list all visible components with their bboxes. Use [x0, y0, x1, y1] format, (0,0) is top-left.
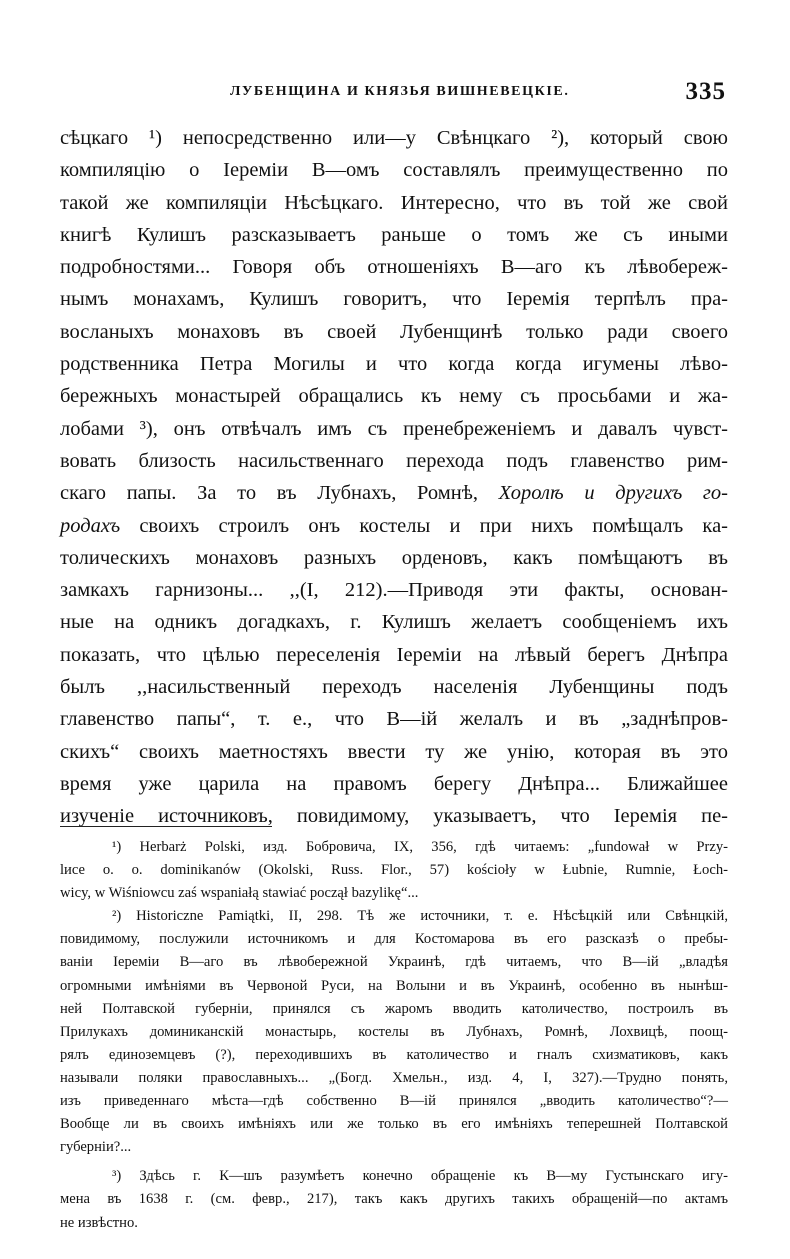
footnote-3-line: не извѣстно.	[60, 1214, 138, 1231]
footnote-divider	[60, 826, 272, 827]
italic-phrase: Хоролѣ и другихъ го-	[498, 482, 728, 505]
page-number: 335	[685, 78, 726, 105]
text-line: скихъ“ своихъ маетностяхъ ввести ту же унію, которая въ это	[60, 740, 728, 763]
text-line: такой же компиляціи Нѣсѣцкаго. Интересно, что въ той же свой	[60, 191, 728, 214]
text-line-with-italic	[60, 510, 728, 542]
text-line: время уже царила на правомъ берегу Днѣпра... Ближайшее	[60, 772, 728, 795]
footnote-3-line: мена въ 1638 г. (см. февр., 217), такъ какъ другихъ такихъ обращеній—по актамъ	[60, 1191, 728, 1208]
footnote-2-line: огромными имѣніями въ Червоной Руси, на Волыни и въ Украинѣ, особенно въ нынѣш-	[60, 977, 728, 994]
text-line: сѣцкаго ¹) непосредственно или—у Свѣнцкаго ²), который свою	[60, 127, 728, 149]
text-line: главенство папы“, т. е., что В—ій желалъ и въ „заднѣпров-	[60, 708, 728, 731]
text-line: вовать близость насильственнаго перехода подъ главенство рим-	[60, 449, 728, 472]
footnote-2-line: ²) Historiczne Pamiątki, II, 298. Тѣ же источники, т. е. Нѣсѣцкій или Свѣнцкій,	[112, 908, 728, 925]
footnote-1-line: ¹) Herbarż Polski, изд. Бобровича, IX, 356, гдѣ читаемъ: „fundował w Przy-	[112, 839, 728, 855]
text-line: нымъ монахамъ, Кулишъ говоритъ, что Іеремія терпѣлъ пра-	[60, 288, 728, 311]
page-header	[60, 78, 728, 110]
footnote-2-line: ней Полтавской губерніи, принялся съ жаромъ вводить католичество, построилъ въ	[60, 1000, 728, 1017]
text-line: лобами ³), онъ отвѣчалъ имъ съ пренебреженіемъ и давалъ чувст-	[60, 417, 728, 440]
text-line: восланыхъ монаховъ въ своей Лубенщинѣ только ради своего	[60, 320, 728, 343]
text-line: изученіе источниковъ, повидимому, указываетъ, что Іеремія пе-	[60, 805, 728, 828]
footnote-2-line: губерніи?...	[60, 1139, 132, 1156]
footnote-2-line: Вообще ли въ своихъ имѣніяхъ или же только въ его имѣніяхъ теперешней Полтавской	[60, 1116, 728, 1133]
footnote-1-line: lисе o. o. dominikanów (Okolski, Russ. Flor., 57) kościoły w Łubnie, Rumnie, Łoch-	[60, 862, 728, 879]
text-line: былъ ,,насильственный переходъ населенія Лубенщины подъ	[60, 676, 728, 699]
footnote-2-line: повидимому, послужили источникомъ и для Костомарова въ его разсказѣ о пребы-	[60, 931, 728, 948]
footnotes	[60, 836, 728, 1235]
footnote-2-line: называли поляки православныхъ... „(Богд. Хмельн., изд. 4, I, 327).—Трудно понять,	[60, 1069, 728, 1086]
text-line: родственника Петра Могилы и что когда когда игумены лѣво-	[60, 353, 728, 376]
text-line: толическихъ монаховъ разныхъ орденовъ, какъ помѣщаютъ въ	[60, 546, 728, 569]
text-line: ные на одникъ догадкахъ, г. Кулишъ желаетъ сообщеніемъ ихъ	[60, 611, 728, 634]
italic-phrase: родахъ	[60, 514, 121, 537]
main-text	[60, 122, 728, 833]
text-segment: скаго папы. За то въ Лубнахъ, Ромнѣ,	[60, 482, 499, 505]
footnote-2-line: Прилукахъ доминиканскій монастырь, костелы въ Лубнахъ, Ромнѣ, Лохвицѣ, поощ-	[60, 1023, 728, 1040]
text-segment: своихъ строилъ онъ костелы и при нихъ помѣщалъ ка-	[120, 514, 728, 537]
footnote-1-line: wicy, w Wiśniowcu zaś wspaniałą stawiać począł bazylikę“...	[60, 885, 419, 902]
footnote-2-line: рялъ единоземцевъ (?), переходившихъ въ католичество и гналъ схизматиковъ, какъ	[60, 1046, 728, 1063]
footnote-3-line: ³) Здѣсь г. К—шъ разумѣетъ конечно обращеніе къ В—му Густынскаго игу-	[112, 1168, 728, 1185]
text-line: показать, что цѣлью переселенія Іереміи на лѣвый берегъ Днѣпра	[60, 643, 728, 666]
text-line-with-italic	[60, 477, 728, 509]
text-line: замкахъ гарнизоны... ,,(I, 212).—Приводя эти факты, основан-	[60, 579, 728, 602]
text-line: компиляцію о Іереміи В—омъ составлялъ преимущественно по	[60, 159, 728, 182]
footnote-2-line: изъ приведеннаго мѣста—гдѣ собственно В—ій принялся „вводить католичество“?—	[60, 1093, 728, 1110]
text-line: книгѣ Кулишъ разсказываетъ раньше о томъ же съ иными	[60, 223, 728, 246]
text-line: бережныхъ монастырей обращались къ нему съ просьбами и жа-	[60, 385, 728, 408]
text-line: подробностями... Говоря объ отношеніяхъ В—аго къ лѣвобереж-	[60, 256, 728, 279]
footnote-2-line: ваніи Іереміи В—аго въ лѣвобережной Украинѣ, гдѣ читаемъ, что В—ій „владѣя	[60, 954, 728, 971]
running-title: ЛУБЕНЩИНА И КНЯЗЬЯ ВИШНЕВЕЦКІЕ.	[230, 84, 570, 99]
